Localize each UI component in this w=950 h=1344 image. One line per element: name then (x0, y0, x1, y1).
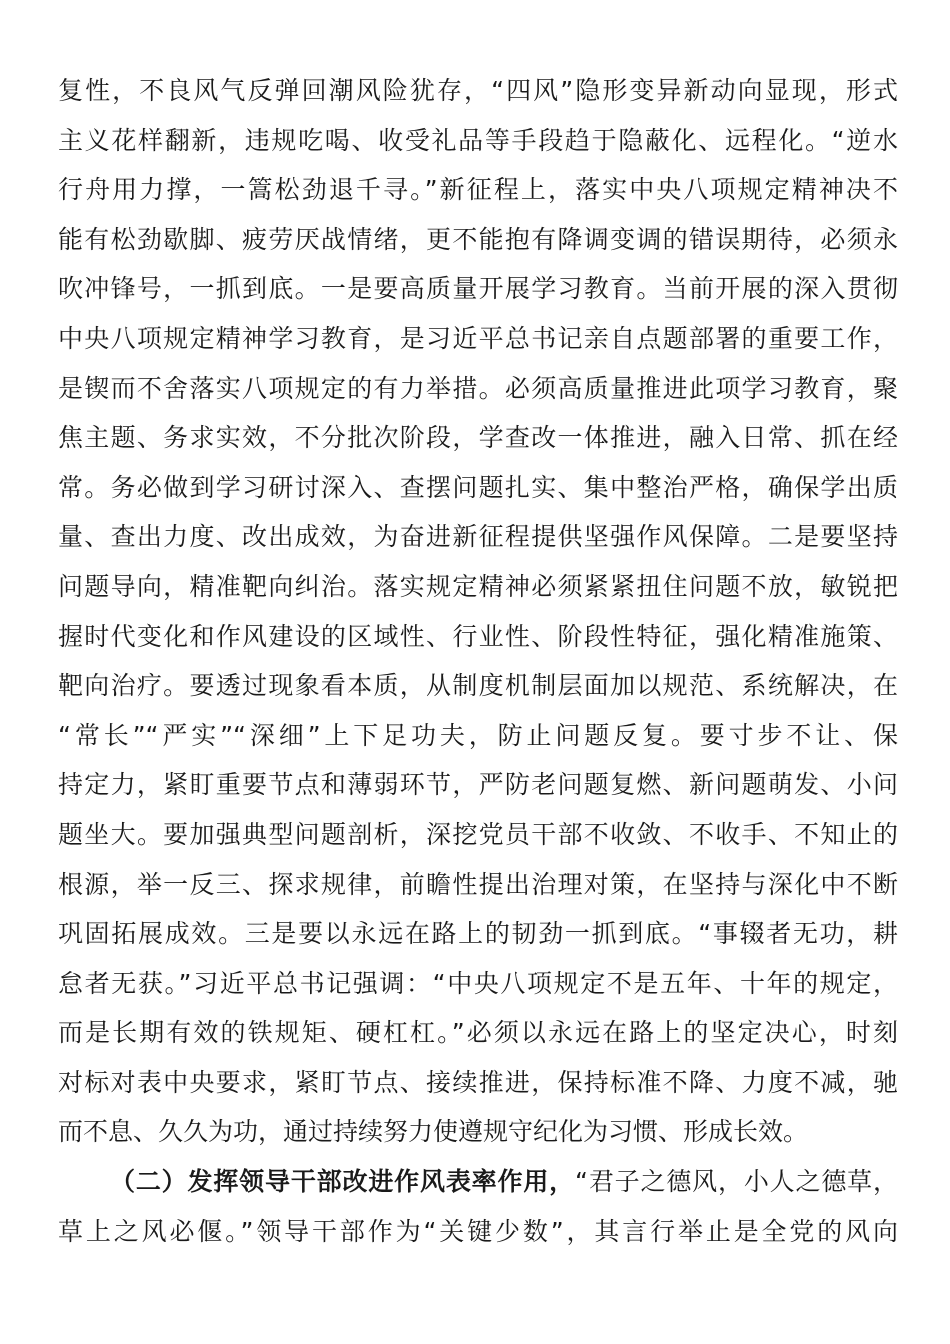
text-line: 根源，举一反三、探求规律，前瞻性提出治理对策，在坚持与深化中不断 (58, 869, 898, 899)
text-line: 是锲而不舍落实八项规定的有力举措。必须高质量推进此项学习教育，聚 (58, 373, 898, 403)
text-line: 中央八项规定精神学习教育，是习近平总书记亲自点题部署的重要工作， (58, 323, 898, 353)
text-line: 行舟用力撑，一篙松劲退千寻。”新征程上，落实中央八项规定精神决不 (58, 175, 898, 205)
text-line: 焦主题、务求实效，不分批次阶段，学查改一体推进，融入日常、抓在经 (58, 423, 898, 453)
text-line: 对标对表中央要求，紧盯节点、接续推进，保持标准不降、力度不减，驰 (58, 1067, 898, 1097)
document-page (58, 66, 898, 1256)
section-heading-rest: “君子之德风，小人之德草， (575, 1167, 898, 1197)
text-line: 靶向治疗。要透过现象看本质，从制度机制层面加以规范、系统解决，在 (58, 671, 898, 701)
text-line: 常。务必做到学习研讨深入、查摆问题扎实、集中整治严格，确保学出质 (58, 472, 898, 502)
section-heading-line (58, 1157, 898, 1207)
text-line: 问题导向，精准靶向纠治。落实规定精神必须紧紧扭住问题不放，敏锐把 (58, 571, 898, 601)
text-line: 持定力，紧盯重要节点和薄弱环节，严防老问题复燃、新问题萌发、小问 (58, 770, 898, 800)
text-line: 而是长期有效的铁规矩、硬杠杠。”必须以永远在路上的坚定决心，时刻 (58, 1018, 898, 1048)
text-line: 主义花样翻新，违规吃喝、收受礼品等手段趋于隐蔽化、远程化。“逆水 (58, 125, 898, 155)
text-line: 握时代变化和作风建设的区域性、行业性、阶段性特征，强化精准施策、 (58, 621, 898, 651)
text-line: 草上之风必偃。”领导干部作为“关键少数”，其言行举止是全党的风向 (58, 1216, 898, 1246)
text-line: 而不息、久久为功，通过持续努力使遵规守纪化为习惯、形成长效。 (58, 1117, 809, 1147)
section-heading: （二）发挥领导干部改进作风表率作用， (110, 1167, 576, 1197)
text-line: 怠者无获。”习近平总书记强调：“中央八项规定不是五年、十年的规定， (58, 968, 898, 998)
text-line: 吹冲锋号，一抓到底。一是要高质量开展学习教育。当前开展的深入贯彻 (58, 274, 898, 304)
text-line: 能有松劲歇脚、疲劳厌战情绪，更不能抱有降调变调的错误期待，必须永 (58, 224, 898, 254)
text-line: “常长”“严实”“深细”上下足功夫，防止问题反复。要寸步不让、保 (58, 720, 898, 750)
text-line: 题坐大。要加强典型问题剖析，深挖党员干部不收敛、不收手、不知止的 (58, 819, 898, 849)
text-line: 复性，不良风气反弹回潮风险犹存，“四风”隐形变异新动向显现，形式 (58, 76, 898, 105)
text-line: 巩固拓展成效。三是要以永远在路上的韧劲一抓到底。“事辍者无功，耕 (58, 919, 898, 949)
text-line: 量、查出力度、改出成效，为奋进新征程提供坚强作风保障。二是要坚持 (58, 522, 898, 552)
